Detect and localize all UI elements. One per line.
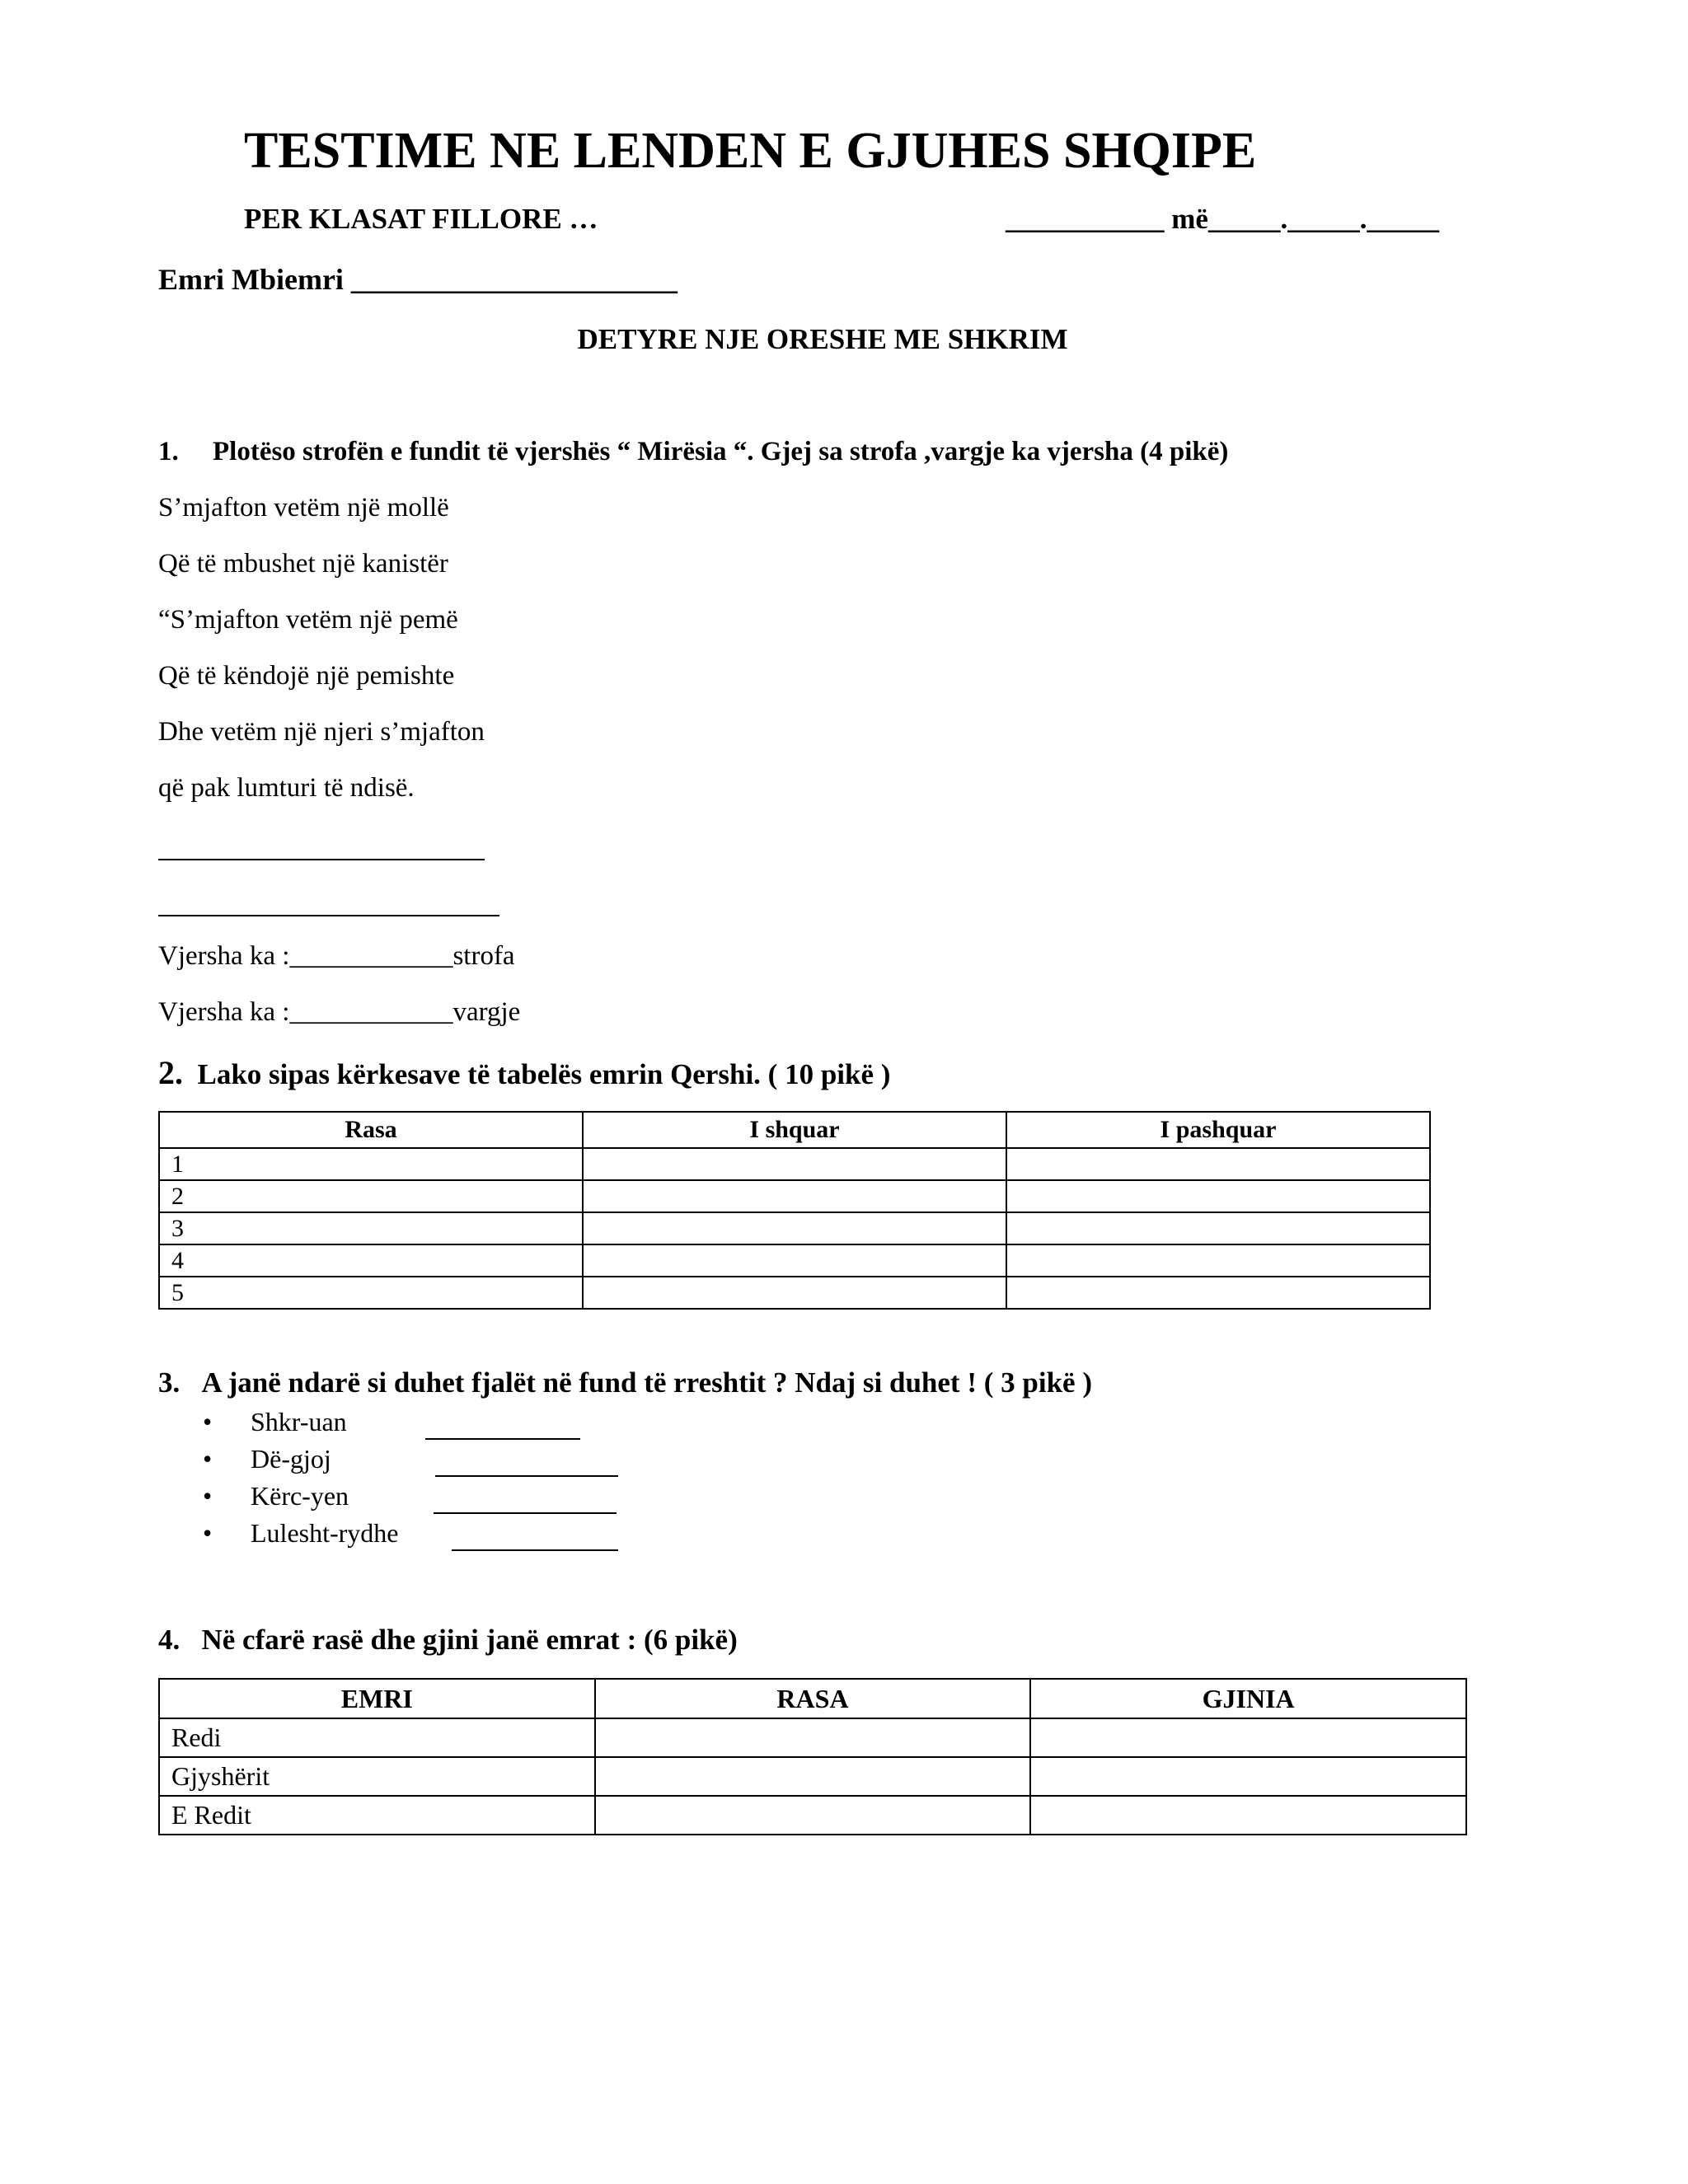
case-number: 5 <box>159 1277 583 1309</box>
case-number: 2 <box>159 1180 583 1212</box>
column-header: RASA <box>595 1679 1031 1718</box>
table-header-row <box>159 1679 1466 1718</box>
column-header: Rasa <box>159 1112 583 1148</box>
q4-heading <box>158 1624 738 1657</box>
answer-blank-line[interactable] <box>452 1549 618 1551</box>
case-number: 3 <box>159 1212 583 1244</box>
q1-prompt: Plotëso strofën e fundit të vjershës “ Mirësia “. Gjej sa strofa ,vargje ka vjersha (4 pikë) <box>213 437 1229 466</box>
table-row <box>159 1244 1430 1277</box>
answer-blank-line[interactable] <box>434 1512 617 1514</box>
answer-blank-line[interactable] <box>158 859 485 860</box>
class-subtitle: PER KLASAT FILLORE … <box>244 203 598 235</box>
q1-number: 1. <box>158 437 179 466</box>
table-row <box>159 1212 1430 1244</box>
answer-cell[interactable] <box>583 1244 1006 1277</box>
answer-cell[interactable] <box>583 1277 1006 1309</box>
answer-cell[interactable] <box>1006 1180 1430 1212</box>
answer-cell[interactable] <box>595 1757 1031 1796</box>
poem-line: Dhe vetëm një njeri s’mjafton <box>158 717 485 747</box>
answer-cell[interactable] <box>1006 1148 1430 1180</box>
q3-prompt: A janë ndarë si duhet fjalët në fund të rreshtit ? Ndaj si duhet ! ( 3 pikë ) <box>201 1366 1092 1399</box>
poem-line: Që të këndojë një pemishte <box>158 661 455 691</box>
answer-cell[interactable] <box>1030 1718 1466 1757</box>
answer-blank-line[interactable] <box>435 1475 618 1477</box>
poem-line: S’mjafton vetëm një mollë <box>158 493 449 523</box>
answer-cell[interactable] <box>1006 1277 1430 1309</box>
noun-case-gender-table <box>158 1678 1467 1835</box>
table-row <box>159 1796 1466 1835</box>
table-row <box>159 1757 1466 1796</box>
date-line: ___________ më_____._____._____ <box>1006 203 1439 235</box>
table-header-row <box>159 1112 1430 1148</box>
student-name-line: Emri Mbiemri ______________________ <box>158 263 678 296</box>
poem-line: “S’mjafton vetëm një pemë <box>158 605 458 635</box>
q4-number: 4. <box>158 1624 181 1656</box>
table-row <box>159 1277 1430 1309</box>
answer-cell[interactable] <box>595 1796 1031 1835</box>
bullet-icon: • <box>203 1444 213 1474</box>
list-item <box>203 1481 212 1511</box>
q2-number: 2. <box>158 1054 183 1091</box>
poem-line: Që të mbushet një kanistër <box>158 549 448 579</box>
case-number: 1 <box>159 1148 583 1180</box>
q3-heading <box>158 1366 1092 1399</box>
table-row <box>159 1718 1466 1757</box>
bullet-icon: • <box>203 1407 213 1436</box>
answer-cell[interactable] <box>583 1148 1006 1180</box>
word-item: Shkr-uan <box>251 1407 347 1436</box>
answer-cell[interactable] <box>583 1212 1006 1244</box>
list-item <box>203 1444 212 1474</box>
q3-number: 3. <box>158 1366 181 1399</box>
word-item: Lulesht-rydhe <box>251 1518 399 1548</box>
list-item <box>203 1407 212 1437</box>
table-row <box>159 1180 1430 1212</box>
assignment-heading: DETYRE NJE ORESHE ME SHKRIM <box>577 323 1068 355</box>
word-item: Kërc-yen <box>251 1481 349 1511</box>
bullet-icon: • <box>203 1518 213 1548</box>
answer-cell[interactable] <box>1030 1796 1466 1835</box>
answer-blank-line[interactable] <box>425 1438 580 1440</box>
answer-blank-line[interactable] <box>158 915 499 916</box>
verse-count-line: Vjersha ka :____________vargje <box>158 997 521 1027</box>
noun-cell: Gjyshërit <box>159 1757 595 1796</box>
answer-cell[interactable] <box>1030 1757 1466 1796</box>
list-item <box>203 1518 212 1549</box>
bullet-icon: • <box>203 1481 213 1511</box>
column-header: GJINIA <box>1030 1679 1466 1718</box>
answer-cell[interactable] <box>583 1180 1006 1212</box>
answer-cell[interactable] <box>1006 1212 1430 1244</box>
poem-line: që pak lumturi të ndisë. <box>158 773 415 803</box>
q2-prompt: Lako sipas kërkesave të tabelës emrin Qershi. ( 10 pikë ) <box>197 1058 891 1090</box>
noun-cell: Redi <box>159 1718 595 1757</box>
word-item: Dë-gjoj <box>251 1444 331 1474</box>
table-row <box>159 1148 1430 1180</box>
column-header: I pashquar <box>1006 1112 1430 1148</box>
q2-heading <box>158 1053 890 1092</box>
stanza-count-line: Vjersha ka :____________strofa <box>158 941 515 971</box>
answer-cell[interactable] <box>595 1718 1031 1757</box>
noun-cell: E Redit <box>159 1796 595 1835</box>
q4-prompt: Në cfarë rasë dhe gjini janë emrat : (6 pikë) <box>201 1624 738 1656</box>
document-title: TESTIME NE LENDEN E GJUHES SHQIPE <box>244 123 1257 179</box>
answer-cell[interactable] <box>1006 1244 1430 1277</box>
declension-table <box>158 1111 1431 1310</box>
case-number: 4 <box>159 1244 583 1277</box>
column-header: I shquar <box>583 1112 1006 1148</box>
column-header: EMRI <box>159 1679 595 1718</box>
